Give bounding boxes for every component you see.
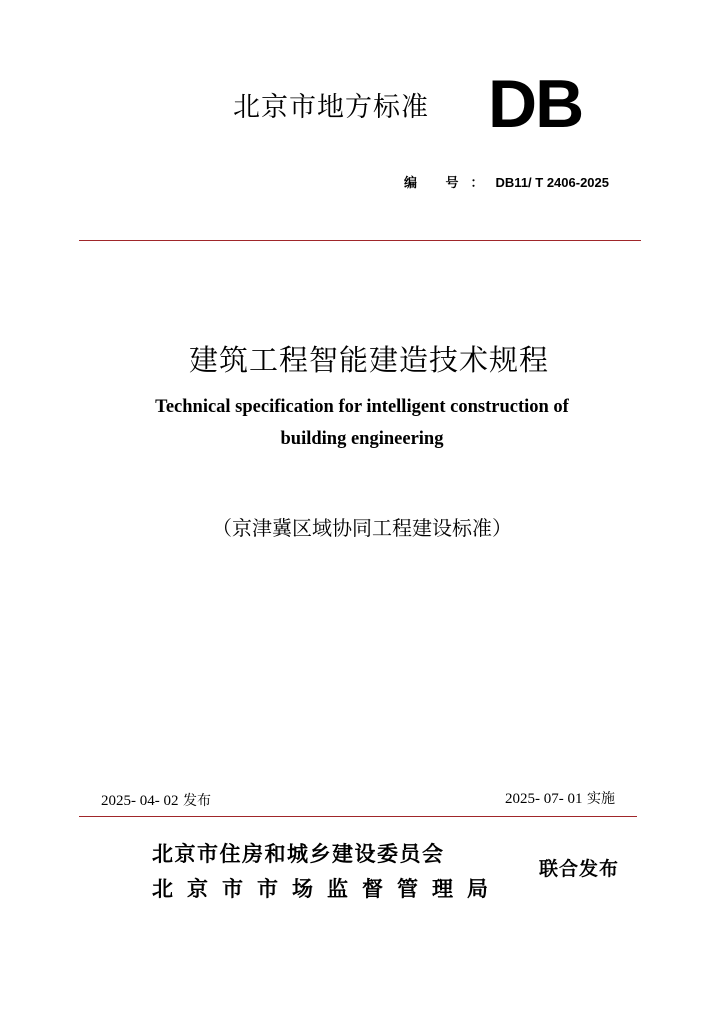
effective-date [505, 788, 615, 810]
bottom-divider [79, 816, 637, 817]
standard-code [404, 174, 609, 193]
title-english-line-2: building engineering [280, 429, 444, 449]
title-chinese: 建筑工程智能建造技术规程 [188, 343, 549, 377]
subtitle: （京津冀区域协同工程建设标准） [212, 516, 512, 540]
standard-code-label: 编 号： [404, 176, 496, 191]
top-divider [79, 240, 641, 241]
effective-date-label: 实施 [586, 791, 615, 807]
db-mark: DB [488, 66, 583, 142]
standard-type-title: 北京市地方标准 [233, 92, 429, 123]
standard-code-value: DB11/ T 2406-2025 [495, 175, 609, 190]
issue-date [101, 790, 211, 812]
issuer-market-regulation: 北京市市场监督管理局 [152, 877, 502, 901]
effective-date-value: 2025- 07- 01 [505, 791, 583, 807]
title-english [0, 391, 724, 455]
issue-date-value: 2025- 04- 02 [101, 793, 179, 809]
joint-issue-label: 联合发布 [539, 858, 620, 880]
issuer-housing-commission: 北京市住房和城乡建设委员会 [152, 842, 445, 866]
title-english-line-1: Technical specification for intelligent construction of [155, 397, 569, 417]
issue-date-label: 发布 [182, 793, 211, 809]
